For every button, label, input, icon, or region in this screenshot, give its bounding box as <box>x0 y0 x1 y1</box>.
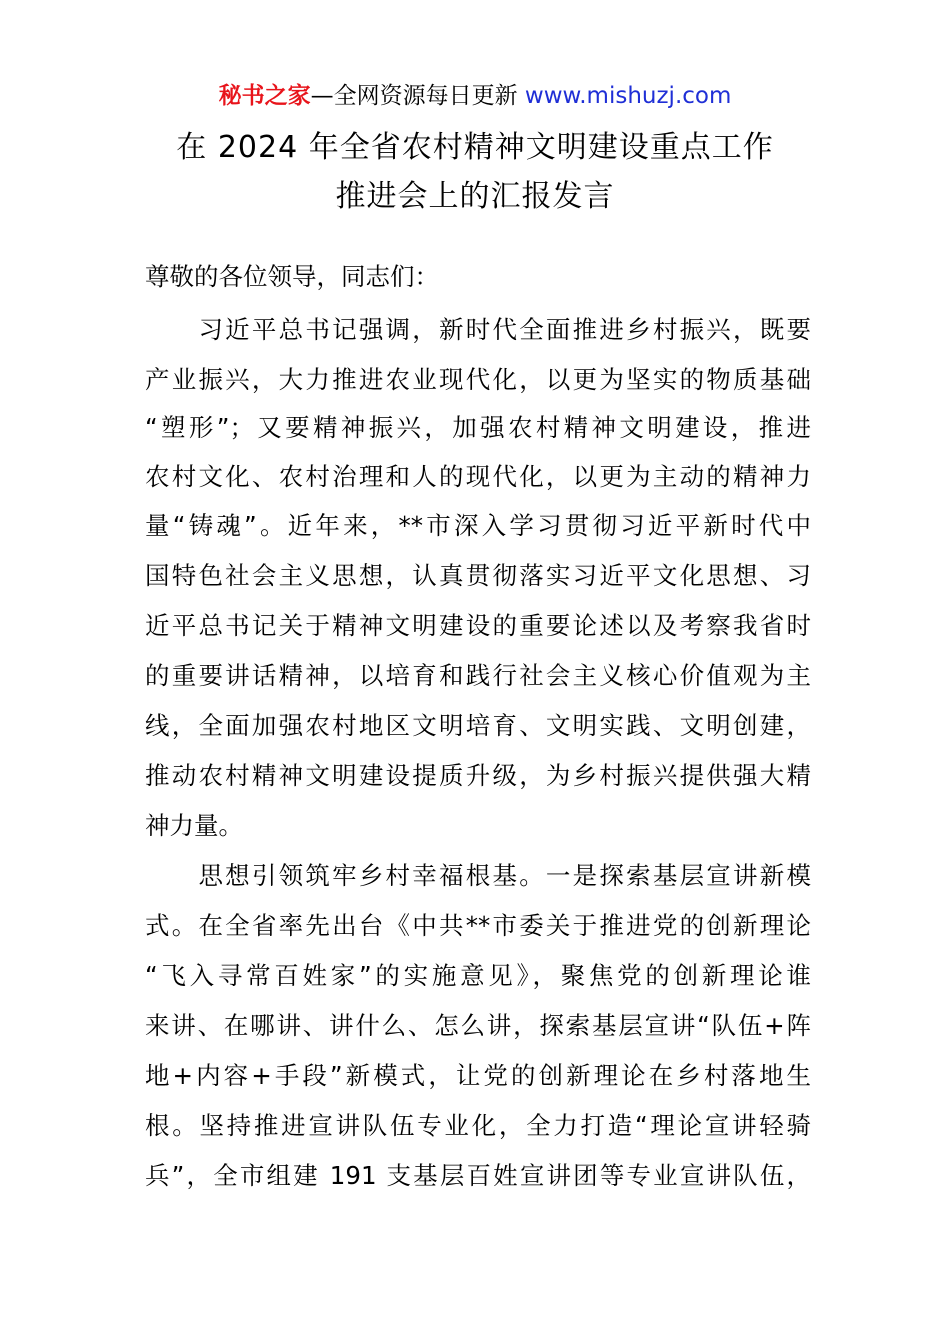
body-line: 来讲、在哪讲、讲什么、怎么讲，探索基层宣讲“队伍+阵 <box>145 1011 811 1040</box>
body-line: 思想引领筑牢乡村幸福根基。一是探索基层宣讲新模 <box>145 861 811 890</box>
body-line: 尊敬的各位领导，同志们： <box>145 262 439 291</box>
document-title-line-1: 在 2024 年全省农村精神文明建设重点工作 <box>176 130 774 165</box>
body-line: “塑形”；又要精神振兴，加强农村精神文明建设，推进 <box>145 413 811 442</box>
site-url-link[interactable]: www.mishuzj.com <box>524 83 732 109</box>
body-line: 神力量。 <box>145 811 243 840</box>
body-line: 推动农村精神文明建设提质升级，为乡村振兴提供强大精 <box>145 761 811 790</box>
body-line: 线，全面加强农村地区文明培育、文明实践、文明创建， <box>145 711 811 740</box>
document-title-line-2: 推进会上的汇报发言 <box>335 179 615 214</box>
body-line: 产业振兴，大力推进农业现代化，以更为坚实的物质基础 <box>145 365 811 394</box>
body-line: 的重要讲话精神，以培育和践行社会主义核心价值观为主 <box>145 661 811 690</box>
tagline: —全网资源每日更新 <box>310 83 525 109</box>
body-line: 根。坚持推进宣讲队伍专业化，全力打造“理论宣讲轻骑 <box>145 1111 811 1140</box>
body-line: “飞入寻常百姓家”的实施意见》，聚焦党的创新理论谁 <box>145 961 811 990</box>
body-line: 习近平总书记强调，新时代全面推进乡村振兴，既要 <box>145 315 811 344</box>
body-line: 量“铸魂”。近年来，**市深入学习贯彻习近平新时代中 <box>145 511 811 540</box>
body-line: 地+内容+手段”新模式，让党的创新理论在乡村落地生 <box>145 1061 811 1090</box>
body-line: 式。在全省率先出台《中共**市委关于推进党的创新理论 <box>145 911 811 940</box>
body-line: 兵”，全市组建 191 支基层百姓宣讲团等专业宣讲队伍， <box>145 1161 811 1190</box>
body-line: 国特色社会主义思想，认真贯彻落实习近平文化思想、习 <box>145 561 811 590</box>
site-header <box>0 80 950 112</box>
brand-name: 秘书之家 <box>218 83 311 109</box>
body-line: 近平总书记关于精神文明建设的重要论述以及考察我省时 <box>145 611 811 640</box>
body-line: 农村文化、农村治理和人的现代化，以更为主动的精神力 <box>145 462 811 491</box>
